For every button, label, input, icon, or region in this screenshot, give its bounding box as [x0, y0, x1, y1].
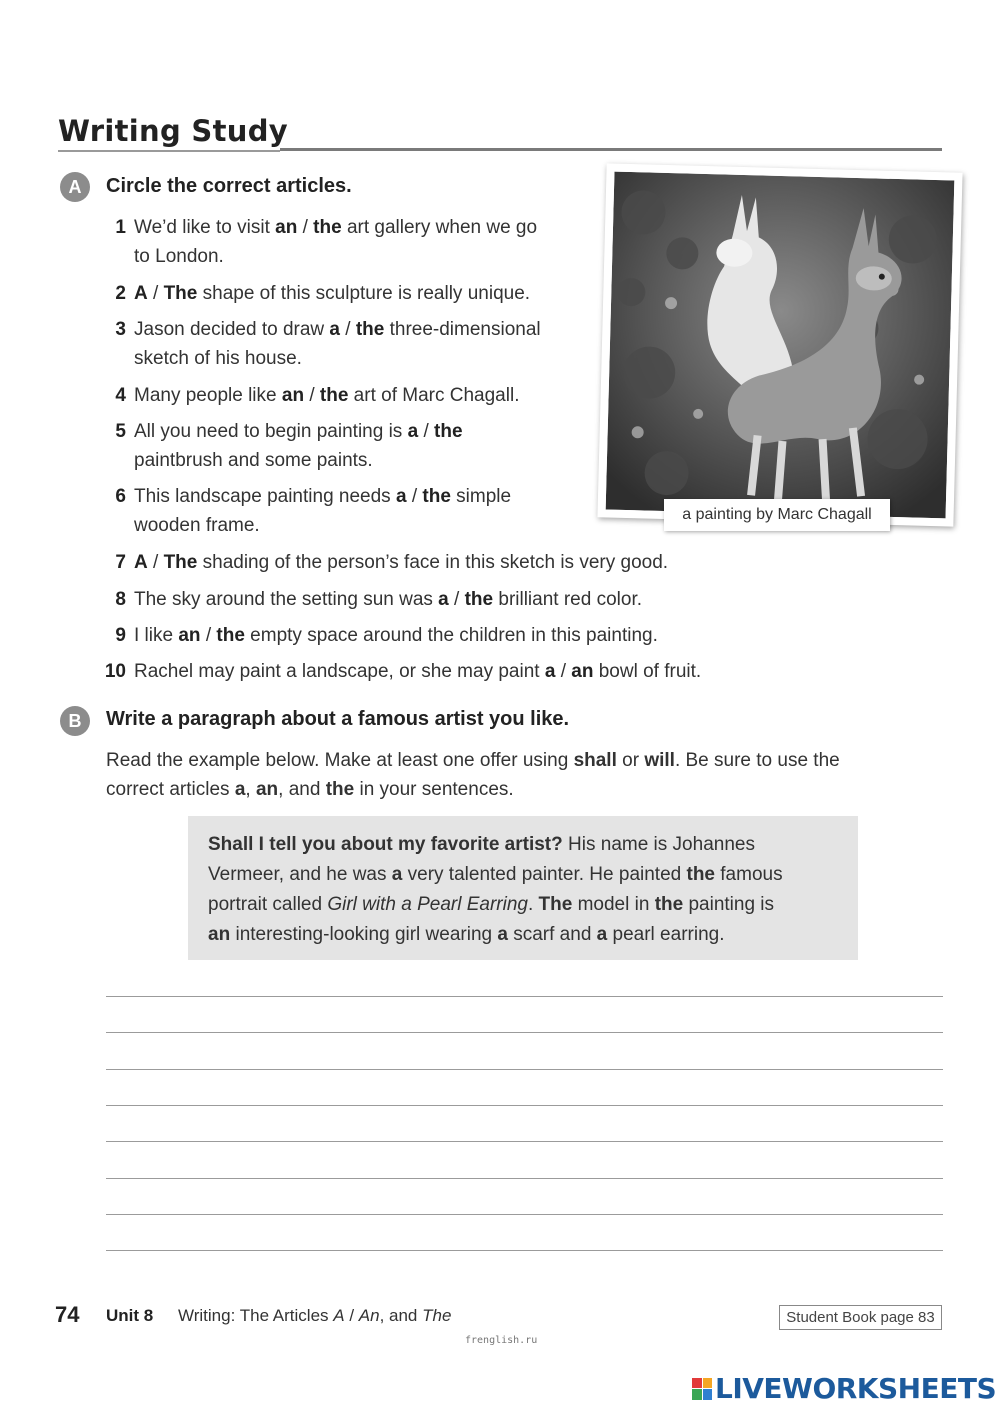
text-run: /: [448, 589, 465, 610]
bold-text: a: [391, 864, 403, 885]
text-run: wooden frame.: [134, 515, 260, 536]
text-run: interesting-looking girl wearing: [230, 924, 498, 945]
item-number: 5: [115, 421, 126, 442]
section-b-heading: Write a paragraph about a famous artist you like.: [106, 708, 570, 730]
painting-image: [606, 172, 955, 519]
text-run: brilliant red color.: [493, 589, 642, 610]
answer-line[interactable]: [106, 996, 943, 997]
text-run: shading of the person’s face in this sketch is very good.: [197, 552, 669, 573]
item-number: 8: [115, 589, 126, 610]
text-run: art of Marc Chagall.: [348, 385, 520, 406]
bold-text: the: [313, 217, 342, 238]
example-paragraph: [188, 816, 858, 960]
bold-text: a: [234, 779, 246, 800]
unit-label: Unit 8: [106, 1306, 154, 1325]
exercise-item: [96, 621, 658, 650]
text-run: , and: [379, 1306, 423, 1325]
text-run: /: [555, 661, 572, 682]
section-b-badge: B: [60, 706, 90, 736]
liveworksheets-logo[interactable]: [692, 1372, 996, 1405]
item-text[interactable]: [134, 315, 541, 373]
text-run: Jason decided to draw: [134, 319, 330, 340]
exercise-item: [96, 315, 541, 373]
text-run: scarf and: [507, 924, 597, 945]
text-run: /: [147, 552, 164, 573]
bold-text: the: [216, 625, 245, 646]
watermark: frenglish.ru: [465, 1335, 538, 1346]
text-run: We’d like to visit: [134, 217, 276, 238]
text-run: . Be sure to use the: [674, 750, 840, 771]
text-run: /: [418, 421, 435, 442]
answer-line[interactable]: [106, 1250, 943, 1251]
bold-text: Shall I tell you about my favorite artist?: [208, 834, 563, 855]
text-run: empty space around the children in this painting.: [244, 625, 658, 646]
bold-text: a: [596, 924, 608, 945]
exercise-item: [96, 548, 668, 577]
section-a-heading: Circle the correct articles.: [106, 175, 352, 197]
exercise-item: [96, 381, 519, 410]
text-run: This landscape painting needs: [134, 486, 396, 507]
exercise-item: [96, 213, 537, 271]
bold-text: the: [434, 421, 463, 442]
bold-text: the: [686, 864, 715, 885]
italic-text: A: [333, 1306, 345, 1325]
text-run: .: [527, 894, 539, 915]
text-run: /: [304, 385, 320, 406]
bold-text: The: [163, 283, 198, 304]
text-run: All you need to begin painting is: [134, 421, 408, 442]
text-run: His name is Johannes: [562, 834, 755, 855]
unit-title: [178, 1306, 451, 1326]
answer-line[interactable]: [106, 1069, 943, 1070]
answer-line[interactable]: [106, 1032, 943, 1033]
bold-text: A: [134, 283, 148, 304]
item-text[interactable]: [134, 621, 658, 650]
text-run: /: [339, 319, 356, 340]
item-text[interactable]: [134, 548, 668, 577]
italic-text: Girl with a Pearl Earring: [327, 894, 528, 915]
text-run: Writing: The Articles: [178, 1306, 334, 1325]
text-run: paintbrush and some paints.: [134, 450, 373, 471]
bold-text: The: [163, 552, 198, 573]
bold-text: The: [538, 894, 573, 915]
section-a-badge: A: [60, 172, 90, 202]
bold-text: an: [275, 217, 298, 238]
text-run: Read the example below. Make at least one offer using: [106, 750, 574, 771]
text-run: three-dimensional: [384, 319, 541, 340]
item-number: 10: [104, 661, 126, 682]
bold-text: an: [208, 924, 231, 945]
title-rule: [280, 148, 942, 151]
answer-line[interactable]: [106, 1141, 943, 1142]
liveworksheets-brand: LIVEWORKSHEETS: [715, 1372, 997, 1405]
liveworksheets-icon: [692, 1378, 712, 1400]
italic-text: An: [358, 1306, 380, 1325]
bold-text: a: [438, 589, 449, 610]
text-run: famous: [715, 864, 783, 885]
bold-text: shall: [573, 750, 617, 771]
text-run: /: [344, 1306, 359, 1325]
text-run: /: [147, 283, 164, 304]
bold-text: the: [325, 779, 355, 800]
answer-line[interactable]: [106, 1178, 943, 1179]
text-run: /: [406, 486, 423, 507]
item-text[interactable]: [134, 482, 511, 540]
item-number: 3: [115, 319, 126, 340]
text-run: /: [297, 217, 314, 238]
text-run: Vermeer, and he was: [208, 864, 392, 885]
bold-text: the: [654, 894, 684, 915]
item-number: 2: [115, 283, 126, 304]
bold-text: a: [497, 924, 508, 945]
text-run: shape of this sculpture is really unique.: [197, 283, 531, 304]
bold-text: a: [407, 421, 419, 442]
item-number: 1: [115, 217, 126, 238]
bold-text: the: [319, 385, 349, 406]
text-run: sketch of his house.: [134, 348, 302, 369]
item-number: 9: [115, 625, 126, 646]
text-run: in your sentences.: [354, 779, 514, 800]
answer-line[interactable]: [106, 1105, 943, 1106]
exercise-item: [96, 585, 642, 614]
bold-text: the: [422, 486, 451, 507]
exercise-item: [96, 482, 511, 540]
exercise-item: [96, 417, 463, 475]
text-run: simple: [450, 486, 512, 507]
photo-caption: a painting by Marc Chagall: [664, 499, 890, 531]
bold-text: the: [464, 589, 494, 610]
text-run: I like: [134, 625, 179, 646]
item-text[interactable]: [134, 381, 519, 410]
item-text[interactable]: [134, 213, 537, 271]
bold-text: a: [395, 486, 407, 507]
item-text[interactable]: [134, 279, 530, 308]
bold-text: an: [178, 625, 201, 646]
chagall-painting-photo: [597, 163, 962, 526]
exercise-item: [96, 657, 701, 686]
text-run: ,: [245, 779, 256, 800]
item-text[interactable]: [134, 417, 463, 475]
page-number: 74: [55, 1302, 80, 1327]
bold-text: an: [281, 385, 305, 406]
answer-line[interactable]: [106, 1214, 943, 1215]
text-run: to London.: [134, 246, 224, 267]
item-number: 4: [115, 385, 126, 406]
text-run: The sky around the setting sun was: [134, 589, 439, 610]
page-title: Writing Study: [58, 114, 288, 148]
bold-text: a: [329, 319, 340, 340]
text-run: portrait called: [208, 894, 328, 915]
bold-text: a: [544, 661, 556, 682]
exercise-item: [96, 279, 530, 308]
text-run: correct articles: [106, 779, 235, 800]
text-run: art gallery when we go: [341, 217, 538, 238]
student-book-reference: Student Book page 83: [779, 1305, 942, 1330]
title-underline: [58, 150, 280, 152]
text-run: model in: [572, 894, 655, 915]
bold-text: an: [571, 661, 594, 682]
text-run: pearl earring.: [607, 924, 725, 945]
item-text[interactable]: [134, 585, 642, 614]
italic-text: The: [422, 1306, 452, 1325]
item-number: 7: [115, 552, 126, 573]
bold-text: will: [644, 750, 675, 771]
text-run: painting is: [683, 894, 775, 915]
text-run: Many people like: [134, 385, 282, 406]
text-run: /: [200, 625, 217, 646]
text-run: bowl of fruit.: [593, 661, 702, 682]
text-run: Rachel may paint a landscape, or she may paint: [134, 661, 545, 682]
bold-text: the: [355, 319, 385, 340]
item-number: 6: [115, 486, 126, 507]
section-b-instructions: [106, 746, 926, 804]
bold-text: A: [134, 552, 148, 573]
bold-text: an: [255, 779, 279, 800]
text-run: or: [616, 750, 645, 771]
text-run: , and: [278, 779, 326, 800]
item-text[interactable]: [134, 657, 701, 686]
text-run: very talented painter. He painted: [402, 864, 687, 885]
